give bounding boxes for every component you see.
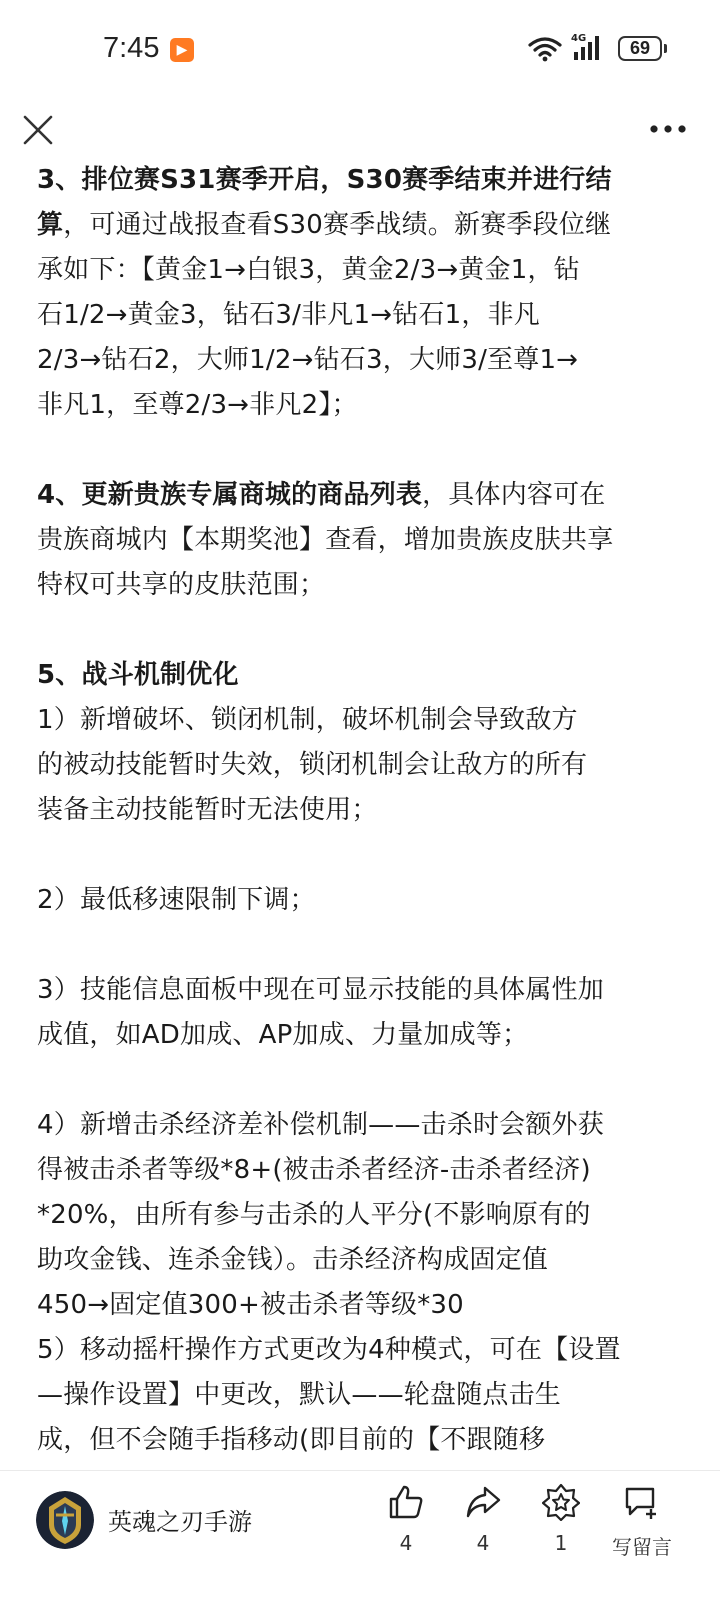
section-4-text: 贵族商城内【本期奖池】查看，增加贵族皮肤共享	[37, 525, 614, 555]
section-3-title-tail: 算	[37, 210, 64, 240]
section-5-item-5-text: —操作设置】中更改，默认——轮盘随点击生	[37, 1380, 562, 1410]
section-3	[37, 158, 677, 428]
section-3-text: 2/3→钻石2，大师1/2→钻石3，大师3/至尊1→	[37, 345, 579, 375]
signal-strength-icon	[574, 34, 600, 62]
section-5-item-1: 的被动技能暂时失效，锁闭机制会让敌方的所有	[37, 750, 588, 780]
section-5	[37, 653, 677, 833]
section-4	[37, 473, 677, 608]
section-5-item-4-text: 450→固定值300+被击杀者等级*30	[37, 1290, 464, 1320]
section-5-item-4-text: 得被击杀者等级*8+(被击杀者经济-击杀者经济)	[37, 1155, 591, 1185]
star-badge-icon	[542, 1483, 580, 1521]
section-5-item-1: 1）新增破坏、锁闭机制，破坏机制会导致敌方	[37, 705, 578, 735]
section-5-item-3-text: 3）技能信息面板中现在可显示技能的具体属性加	[37, 975, 604, 1005]
section-5-item-4	[37, 1103, 677, 1328]
section-5-item-5-text: 成，但不会随手指移动(即目前的【不跟随移	[37, 1425, 546, 1455]
section-4-title: 4、更新贵族专属商城的商品列表	[37, 480, 423, 510]
wifi-icon	[528, 36, 562, 62]
article-body	[37, 158, 677, 1470]
thumbs-up-icon	[387, 1483, 425, 1521]
section-4-text: ，具体内容可在	[422, 480, 606, 510]
like-count: 4	[399, 1531, 413, 1555]
section-5-item-2: 2）最低移速限制下调；	[37, 885, 316, 915]
battery-indicator: 69	[618, 36, 662, 61]
section-5-item-1: 装备主动技能暂时无法使用；	[37, 795, 378, 825]
network-type-label: 4G	[571, 33, 587, 44]
section-5-item-5	[37, 1328, 677, 1463]
bottom-action-bar	[0, 1470, 720, 1601]
section-3-text: 承如下：【黄金1→白银3，黄金2/3→黄金1，钻	[37, 255, 580, 285]
section-4-text: 特权可共享的皮肤范围；	[37, 570, 326, 600]
section-3-title: 3、排位赛S31赛季开启，S30赛季结束并进行结	[37, 165, 612, 195]
section-3-text: ，可通过战报查看S30赛季战绩。新赛季段位继	[63, 210, 612, 240]
section-5-item-5-text: 5）移动摇杆操作方式更改为4种模式，可在【设置	[37, 1335, 621, 1365]
more-options-icon[interactable]	[648, 114, 688, 144]
section-5-item-4-text: 4）新增击杀经济差补偿机制——击杀时会额外获	[37, 1110, 604, 1140]
section-3-text: 非凡1，至尊2/3→非凡2】；	[37, 390, 358, 420]
status-bar	[0, 0, 720, 96]
channel-name[interactable]: 英魂之刃手游	[108, 1508, 252, 1536]
write-comment-button[interactable]	[604, 1483, 680, 1560]
write-comment-label: 写留言	[612, 1535, 672, 1559]
section-5-item-3	[37, 968, 677, 1058]
comment-add-icon	[623, 1483, 661, 1521]
section-5-item-4-text: 助攻金钱、连杀金钱）。击杀经济构成固定值	[37, 1245, 549, 1275]
play-app-icon: ▶	[170, 38, 194, 62]
status-time: 7:45	[103, 32, 160, 64]
like-button[interactable]	[371, 1483, 441, 1555]
share-arrow-icon	[464, 1483, 502, 1521]
channel-avatar[interactable]	[36, 1491, 94, 1549]
close-icon[interactable]	[18, 110, 58, 150]
section-5-item-4-text: *20%，由所有参与击杀的人平分(不影响原有的	[37, 1200, 591, 1230]
share-count: 4	[476, 1531, 490, 1555]
collect-button[interactable]	[526, 1483, 596, 1555]
share-button[interactable]	[448, 1483, 518, 1555]
collect-count: 1	[554, 1531, 568, 1555]
section-3-text: 石1/2→黄金3，钻石3/非凡1→钻石1，非凡	[37, 300, 540, 330]
section-5-item-3-text: 成值，如AD加成、AP加成、力量加成等；	[37, 1020, 529, 1050]
section-5-title: 5、战斗机制优化	[37, 660, 239, 690]
